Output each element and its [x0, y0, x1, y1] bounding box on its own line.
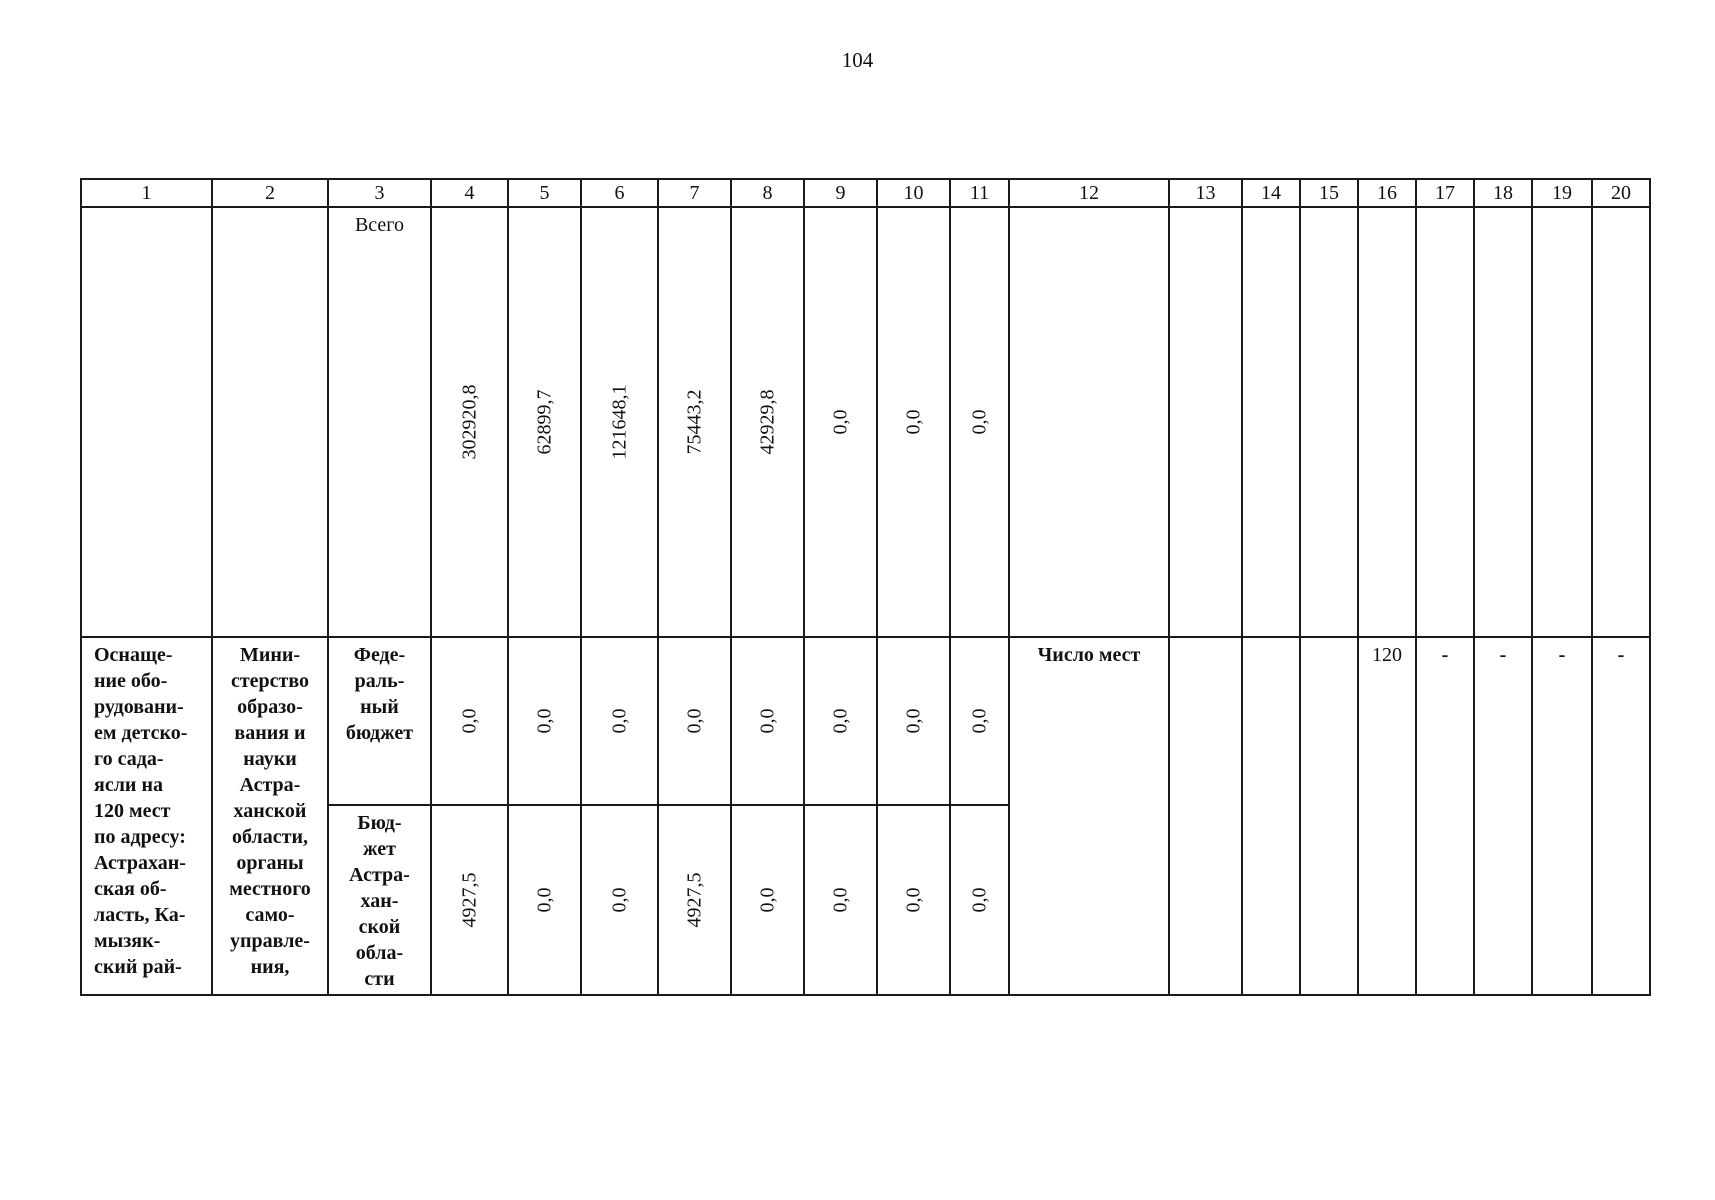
empty-cell: [1532, 207, 1592, 637]
regional-value: 0,0: [533, 887, 556, 913]
column-header: 10: [877, 179, 950, 207]
regional-value-cell: [950, 805, 1009, 995]
federal-value: 0,0: [608, 708, 631, 734]
budget-table: [80, 178, 1651, 996]
funding-source-federal: [328, 637, 431, 805]
total-value: 42929,8: [756, 389, 779, 455]
empty-cell: [1242, 207, 1300, 637]
indicator-value-20: -: [1592, 637, 1650, 995]
empty-cell: [1300, 207, 1358, 637]
column-header: 3: [328, 179, 431, 207]
federal-value-cell: [877, 637, 950, 805]
indicator-name: Число мест: [1009, 637, 1169, 995]
federal-value: 0,0: [756, 708, 779, 734]
total-value-cell: [877, 207, 950, 637]
total-value: 62899,7: [533, 389, 556, 455]
total-value: 302920,8: [458, 384, 481, 460]
column-header: 8: [731, 179, 804, 207]
total-value-cell: [431, 207, 508, 637]
page-number: 104: [841, 48, 874, 72]
federal-value-cell: [581, 637, 658, 805]
federal-value-cell: [508, 637, 581, 805]
federal-value-cell: [804, 637, 877, 805]
column-header: 1: [81, 179, 212, 207]
total-value-cell: [508, 207, 581, 637]
regional-value-cell: [658, 805, 731, 995]
empty-cell: [1358, 207, 1416, 637]
column-header: 12: [1009, 179, 1169, 207]
empty-cell: [1300, 637, 1358, 995]
indicator-value-16: 120: [1358, 637, 1416, 995]
federal-value: 0,0: [683, 708, 706, 734]
total-value-cell: [731, 207, 804, 637]
empty-cell: [212, 207, 328, 637]
item-name: [81, 637, 212, 995]
federal-value: 0,0: [533, 708, 556, 734]
column-header: 6: [581, 179, 658, 207]
total-value: 121648,1: [608, 384, 631, 460]
total-value-cell: [950, 207, 1009, 637]
column-header: 13: [1169, 179, 1242, 207]
empty-cell: [1242, 637, 1300, 995]
column-header: 11: [950, 179, 1009, 207]
regional-value-cell: [731, 805, 804, 995]
empty-cell: [81, 207, 212, 637]
regional-value: 0,0: [829, 887, 852, 913]
column-header: 15: [1300, 179, 1358, 207]
column-header: 7: [658, 179, 731, 207]
column-header: 19: [1532, 179, 1592, 207]
regional-value: 0,0: [608, 887, 631, 913]
total-value: 0,0: [829, 409, 852, 435]
column-header: 18: [1474, 179, 1532, 207]
federal-value-cell: [731, 637, 804, 805]
funding-source-regional: [328, 805, 431, 995]
column-header: 14: [1242, 179, 1300, 207]
total-value: 0,0: [902, 409, 925, 435]
federal-value: 0,0: [968, 708, 991, 734]
empty-cell: [1009, 207, 1169, 637]
executor-name: [212, 637, 328, 995]
total-value: 75443,2: [683, 389, 706, 455]
federal-value-cell: [950, 637, 1009, 805]
regional-value: 0,0: [902, 887, 925, 913]
federal-value-cell: [658, 637, 731, 805]
regional-value-cell: [431, 805, 508, 995]
regional-value-cell: [508, 805, 581, 995]
regional-value: 0,0: [968, 887, 991, 913]
federal-budget-row: [81, 637, 1650, 805]
total-value-cell: [581, 207, 658, 637]
column-header: 2: [212, 179, 328, 207]
empty-cell: [1169, 207, 1242, 637]
column-header: 9: [804, 179, 877, 207]
regional-value-cell: [877, 805, 950, 995]
column-header: 5: [508, 179, 581, 207]
indicator-value-17: -: [1416, 637, 1474, 995]
column-header: 4: [431, 179, 508, 207]
executor-name-text: Мини- стерство образо- вания и науки Астра- ханской области, органы местного само- управле- ния,: [229, 644, 311, 978]
funding-source-federal-text: Феде- раль- ный бюджет: [345, 644, 414, 744]
empty-cell: [1592, 207, 1650, 637]
funding-source-regional-text: Бюд- жет Астра- хан- ской обла- сти: [349, 812, 410, 990]
federal-value: 0,0: [829, 708, 852, 734]
empty-cell: [1416, 207, 1474, 637]
federal-value: 0,0: [902, 708, 925, 734]
indicator-value-18: -: [1474, 637, 1532, 995]
total-value-cell: [804, 207, 877, 637]
indicator-value-19: -: [1532, 637, 1592, 995]
federal-value-cell: [431, 637, 508, 805]
column-number-row: [81, 179, 1650, 207]
total-value: 0,0: [968, 409, 991, 435]
column-header: 16: [1358, 179, 1416, 207]
regional-value: 4927,5: [458, 872, 481, 928]
funding-source-total: Всего: [328, 207, 431, 637]
empty-cell: [1169, 637, 1242, 995]
total-value-cell: [658, 207, 731, 637]
federal-value: 0,0: [458, 708, 481, 734]
regional-value-cell: [581, 805, 658, 995]
total-row: [81, 207, 1650, 637]
column-header: 20: [1592, 179, 1650, 207]
item-name-text: Оснаще- ние обо- рудовани- ем детско- го сада- ясли на 120 мест по адресу: Астрахан- ская об- ласть, Ка- мызяк- ский рай-: [94, 644, 188, 978]
empty-cell: [1474, 207, 1532, 637]
regional-value-cell: [804, 805, 877, 995]
column-header: 17: [1416, 179, 1474, 207]
regional-value: 4927,5: [683, 872, 706, 928]
regional-value: 0,0: [756, 887, 779, 913]
